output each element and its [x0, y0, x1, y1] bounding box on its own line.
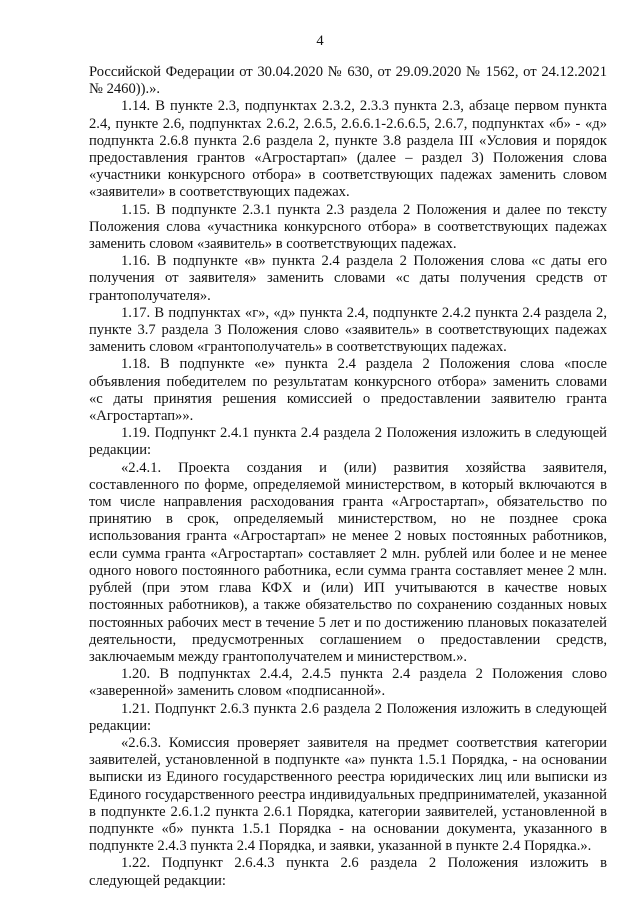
document-body [89, 64, 607, 890]
paragraph: 1.14. В пункте 2.3, подпунктах 2.3.2, 2.3.3 пункта 2.3, абзаце первом пункта 2.4, пункте 2.6, подпунктах 2.6.2, 2.6.5, 2.6.6.1-2.6.6.5, 2.6.7, подпунктах «б» - «д» подпункта 2.6.8 пункта 2.6 раздела 2, пункте 3.8 раздела III «Условия и порядок предоставления грантов «Агростартап» (далее – раздел 3) Положения слова «участники конкурсного отбора» в соответствующих падежах заменить словом «заявители» в соответствующих падежах. [89, 98, 607, 201]
quoted-paragraph: «2.6.3. Комиссия проверяет заявителя на предмет соответствия категории заявителей, установленной в подпункте «а» пункта 1.5.1 Порядка, - на основании выписки из Единого государственного реестра юридических лиц или выписки из Единого государственного реестра индивидуальных предпринимателей, указанной в подпункте 2.6.1.2 пункта 2.6.1 Порядка, категории заявителей, установленной в подпункте «б» пункта 1.5.1 Порядка - на основании документа, указанного в подпункте 2.4.3 пункта 2.4 Порядка, и заявки, указанной в пункте 2.4 Порядка.». [89, 734, 607, 855]
paragraph: 1.19. Подпункт 2.4.1 пункта 2.4 раздела 2 Положения изложить в следующей редакции: [89, 425, 607, 459]
page-number: 4 [316, 33, 324, 49]
paragraph: 1.16. В подпункте «в» пункта 2.4 раздела 2 Положения слова «с даты его получения от заявителя» заменить словами «с даты получения средств от грантополучателя». [89, 253, 607, 304]
paragraph: 1.22. Подпункт 2.6.4.3 пункта 2.6 раздела 2 Положения изложить в следующей редакции: [89, 855, 607, 889]
paragraph: 1.21. Подпункт 2.6.3 пункта 2.6 раздела 2 Положения изложить в следующей редакции: [89, 700, 607, 734]
paragraph: Российской Федерации от 30.04.2020 № 630, от 29.09.2020 № 1562, от 24.12.2021 № 2460)).». [89, 64, 607, 98]
paragraph: 1.15. В подпункте 2.3.1 пункта 2.3 раздела 2 Положения и далее по тексту Положения слова «участника конкурсного отбора» в соответствующих падежах заменить словом «заявитель» в соответствующих падежах. [89, 201, 607, 253]
paragraph: 1.20. В подпунктах 2.4.4, 2.4.5 пункта 2.4 раздела 2 Положения слово «заверенной» заменить словом «подписанной». [89, 666, 607, 700]
paragraph: 1.17. В подпунктах «г», «д» пункта 2.4, подпункте 2.4.2 пункта 2.4 раздела 2, пункте 3.7 раздела 3 Положения слово «заявитель» в соответствующих падежах заменить словом «грантополучатель» в соответствующих падежах. [89, 304, 607, 356]
paragraph: 1.18. В подпункте «е» пункта 2.4 раздела 2 Положения слова «после объявления победителем по результатам конкурсного отбора» заменить словами «с даты принятия решения комиссией о предоставлении заявителю гранта «Агростартап»». [89, 356, 607, 425]
quoted-paragraph: «2.4.1. Проекта создания и (или) развития хозяйства заявителя, составленного по форме, определяемой министерством, в который включаются в том числе направления расходования гранта «Агростартап», обязательство по принятию в срок, определяемый министерством, но не позднее срока использования гранта «Агростартап» не менее 2 новых постоянных работников, если сумма гранта «Агростартап» составляет 2 млн. рублей или более и не менее одного нового постоянного работника, если сумма гранта составляет менее 2 млн. рублей (при этом глава КФХ и (или) ИП учитываются в качестве новых постоянных работников), а также обязательство по сохранению созданных новых постоянных рабочих мест в течение 5 лет и по достижению плановых показателей деятельности, предусмотренных соглашением о предоставлении средств, заключаемым между грантополучателем и министерством.». [89, 459, 607, 665]
